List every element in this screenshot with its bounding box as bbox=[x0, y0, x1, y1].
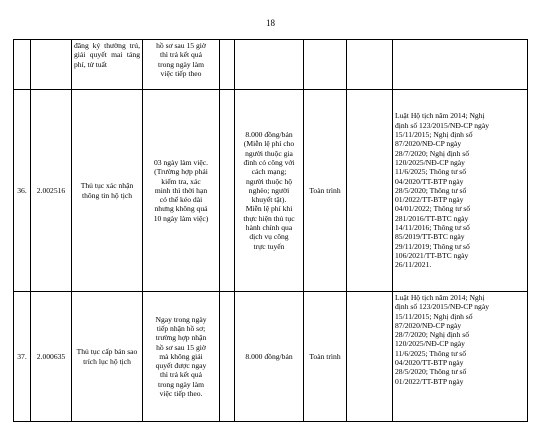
table-row bbox=[14, 292, 528, 422]
row-blank-column bbox=[220, 292, 235, 422]
row-fee bbox=[235, 40, 304, 90]
row-procedure-name: Thủ tục xác nhận thông tin hộ tịch bbox=[72, 90, 143, 292]
row-blank-column bbox=[220, 40, 235, 90]
row-legal-basis: Luật Hộ tịch năm 2014; Nghị định số 123/2015/NĐ-CP ngày 15/11/2015; Nghị định số 87/2020/NĐ-CP ngày 28/7/2020; Nghị định số 120/2025/NĐ-CP ngày 11/6/2025; Thông tư số 04/2020/TT-BTP ngày 28/5/2020; Thông tư số 01/2022/TT-BTP ngày 04/01/2022; Thông tư số 281/2016/TT-BTC ngày 14/11/2016; Thông tư số 85/2019/TT-BTC ngày 29/11/2019; Thông tư số 106/2021/TT-BTC ngày 26/11/2021. bbox=[393, 90, 528, 292]
row-blank-column bbox=[347, 292, 393, 422]
row-code: 2.000635 bbox=[31, 292, 72, 422]
procedure-table bbox=[13, 39, 528, 422]
row-stt bbox=[14, 40, 31, 90]
row-processing-time: hồ sơ sau 15 giờ thì trả kết quả trong ngày làm việc tiếp theo bbox=[143, 40, 220, 90]
row-method: Toàn trình bbox=[304, 292, 347, 422]
row-legal-basis bbox=[393, 40, 528, 90]
row-blank-column bbox=[347, 40, 393, 90]
row-procedure-name: Thủ tục cấp bản sao trích lục hộ tịch bbox=[72, 292, 143, 422]
row-legal-basis: Luật Hộ tịch năm 2014; Nghị định số 123/2015/NĐ-CP ngày 15/11/2015; Nghị định số 87/2020/NĐ-CP ngày 28/7/2020; Nghị định số 120/2025/NĐ-CP ngày 11/6/2025; Thông tư số 04/2020/TT-BTP ngày 28/5/2020; Thông tư số 01/2022/TT-BTP ngày bbox=[393, 292, 528, 422]
row-blank-column bbox=[220, 90, 235, 292]
page-number: 18 bbox=[266, 18, 275, 28]
row-processing-time: Ngay trong ngày tiếp nhận hồ sơ; trường hợp nhận hồ sơ sau 15 giờ mà không giải quyết được ngay thì trả kết quả trong ngày làm việc tiếp theo. bbox=[143, 292, 220, 422]
row-method: Toàn trình bbox=[304, 90, 347, 292]
table-row bbox=[14, 90, 528, 292]
row-stt: 36. bbox=[14, 90, 31, 292]
row-method bbox=[304, 40, 347, 90]
row-fee: 8.000 đồng/bản bbox=[235, 292, 304, 422]
row-fee: 8.000 đồng/bản (Miễn lệ phí cho người thuộc gia đình có công với cách mạng; người thuộc hộ nghèo; người khuyết tật). Miễn lệ phí khi thực hiện thủ tục hành chính qua dịch vụ công trực tuyến bbox=[235, 90, 304, 292]
row-processing-time: 03 ngày làm việc. (Trường hợp phải kiểm tra, xác minh thì thời hạn có thể kéo dài nhưng không quá 10 ngày làm việc) bbox=[143, 90, 220, 292]
row-stt: 37. bbox=[14, 292, 31, 422]
row-code: 2.002516 bbox=[31, 90, 72, 292]
table-row bbox=[14, 40, 528, 90]
row-blank-column bbox=[347, 90, 393, 292]
row-code bbox=[31, 40, 72, 90]
row-procedure-name: đăng ký thường trú, giải quyết mai táng phí, tử tuất bbox=[72, 40, 143, 90]
